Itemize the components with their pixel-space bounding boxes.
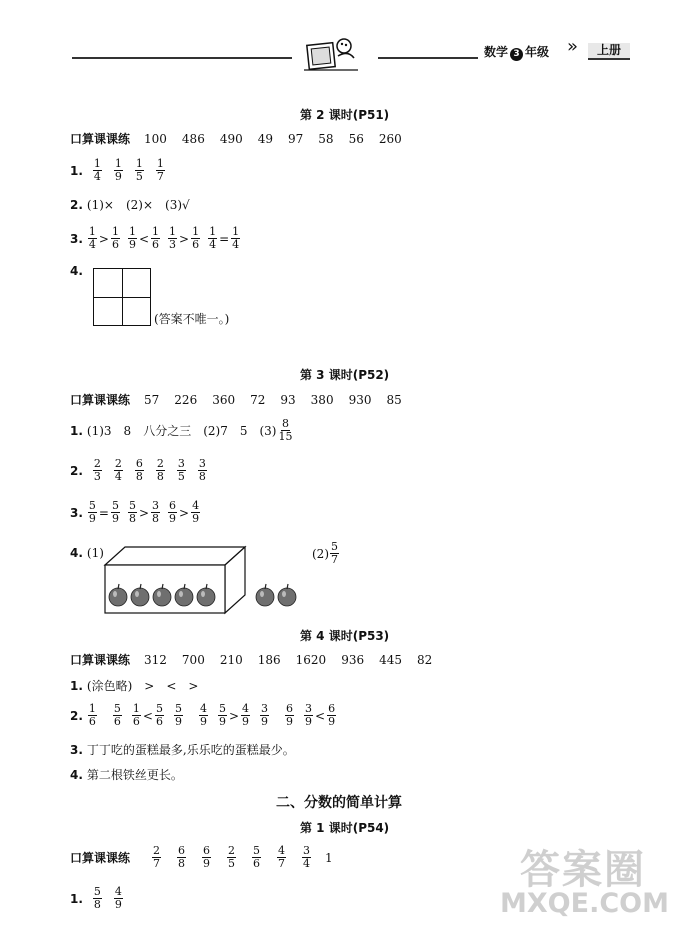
question-number: 2. — [70, 197, 83, 212]
denominator: 9 — [128, 238, 136, 251]
oral-value: 100 — [144, 131, 167, 146]
denominator: 7 — [331, 553, 338, 566]
numerator: 1 — [152, 225, 160, 238]
fraction — [114, 158, 123, 183]
numerator: 5 — [253, 844, 261, 857]
volume-text: 上册 — [596, 43, 621, 57]
fraction — [135, 158, 144, 183]
denominator: 6 — [111, 238, 119, 251]
numerator: 6 — [178, 844, 186, 857]
denominator: 8 — [128, 512, 136, 525]
lesson-2-q3 — [70, 226, 247, 251]
oral-value: 1 — [325, 850, 333, 865]
lesson-3-q3 — [70, 500, 207, 525]
oral-value: 210 — [219, 652, 243, 667]
oral-value: 58 — [318, 131, 334, 146]
part-label: (2) — [312, 546, 329, 561]
fraction — [88, 500, 97, 525]
denominator: 6 — [253, 857, 261, 870]
numerator: 1 — [132, 702, 140, 715]
numerator: 3 — [177, 457, 185, 470]
square-grid-figure — [93, 268, 151, 326]
comparison-item — [303, 703, 337, 728]
fraction — [168, 226, 177, 251]
fraction — [114, 886, 123, 911]
denominator: 4 — [303, 857, 311, 870]
header-rule-right — [378, 57, 478, 59]
comparison-sign: > — [179, 505, 190, 520]
denominator: 9 — [203, 857, 211, 870]
answer-text: 第二根铁丝更长。 — [86, 768, 183, 782]
fraction — [198, 458, 207, 483]
denominator: 6 — [192, 238, 200, 251]
oral-value: 57 — [144, 392, 160, 407]
lesson-3-q4 — [70, 546, 104, 560]
fraction — [111, 500, 120, 525]
denominator: 6 — [88, 715, 96, 728]
lesson-2-q4 — [70, 264, 87, 278]
lesson-2-oral-row — [70, 130, 417, 147]
lesson-3-q4-part2 — [312, 541, 345, 566]
lesson-3-q2 — [70, 458, 213, 483]
numerator: 5 — [128, 499, 136, 512]
oral-value: 97 — [288, 131, 304, 146]
fraction — [231, 226, 240, 251]
fraction — [128, 226, 137, 251]
denominator: 9 — [218, 715, 226, 728]
denominator: 7 — [153, 857, 161, 870]
fraction — [135, 458, 144, 483]
question-number: 4. — [70, 546, 83, 560]
denominator: 5 — [177, 470, 185, 483]
grade-number-badge: 3 — [510, 48, 523, 61]
chapter-2-q1 — [70, 886, 129, 911]
numerator: 5 — [88, 499, 96, 512]
numerator: 2 — [156, 457, 164, 470]
comparison-item — [207, 226, 241, 251]
oral-value: 312 — [144, 652, 167, 667]
fraction — [151, 500, 160, 525]
numerator: 2 — [114, 457, 122, 470]
fraction — [202, 845, 211, 870]
denominator: 9 — [114, 170, 122, 183]
answer-text: (1)3 8 八分之三 (2)7 5 (3) — [86, 424, 277, 438]
denominator: 9 — [261, 715, 269, 728]
comparison-item — [87, 703, 123, 728]
comparison-item — [127, 226, 161, 251]
fraction — [304, 703, 313, 728]
header-rule-left — [72, 57, 292, 59]
oral-value: 930 — [348, 392, 372, 407]
lesson-3-title: 第 3 课时(P52) — [300, 368, 390, 382]
watermark-url: MXQE.COM — [500, 888, 669, 919]
numerator: 4 — [114, 885, 122, 898]
oral-value: 82 — [417, 652, 433, 667]
comparison-sign: = — [219, 231, 230, 246]
oral-value: 700 — [181, 652, 205, 667]
denominator: 8 — [198, 470, 206, 483]
fraction — [285, 703, 294, 728]
fraction — [177, 458, 186, 483]
question-number: 1. — [70, 678, 83, 693]
part-label: (1) — [86, 546, 104, 560]
question-number: 3. — [70, 505, 83, 520]
fraction — [156, 158, 165, 183]
subject-text: 数学 — [484, 45, 509, 59]
lesson-4-q2 — [70, 703, 345, 728]
fraction — [199, 703, 208, 728]
numerator: 3 — [303, 844, 311, 857]
oral-value: 56 — [348, 131, 364, 146]
denominator: 4 — [88, 238, 96, 251]
numerator: 6 — [203, 844, 211, 857]
fraction — [93, 158, 102, 183]
oral-value: 93 — [280, 392, 296, 407]
denominator: 3 — [93, 470, 101, 483]
chapter-2-oral-row — [70, 845, 333, 870]
fraction — [93, 886, 102, 911]
fraction — [174, 703, 183, 728]
numerator: 3 — [198, 457, 206, 470]
oral-value: 360 — [212, 392, 236, 407]
oral-label: 口算课课练 — [70, 851, 131, 865]
lesson-4-q4 — [70, 766, 183, 783]
comparison-item — [131, 703, 165, 728]
numerator: 4 — [199, 702, 207, 715]
question-number: 1. — [70, 163, 83, 178]
numerator: 1 — [128, 225, 136, 238]
denominator: 4 — [232, 238, 240, 251]
denominator: 5 — [228, 857, 236, 870]
comparison-sign: < — [138, 231, 150, 246]
fraction — [191, 500, 200, 525]
lesson-3-oral-row — [70, 391, 417, 408]
lesson-4-oral-row — [70, 651, 447, 668]
numerator: 5 — [93, 885, 101, 898]
numerator: 8 — [281, 417, 289, 430]
lesson-4-q3 — [70, 741, 295, 758]
fraction — [191, 226, 200, 251]
denominator: 9 — [242, 715, 250, 728]
comparison-sign: < — [142, 708, 153, 723]
lesson-4-q1 — [70, 677, 198, 694]
fraction — [152, 845, 161, 870]
fraction — [113, 703, 122, 728]
oral-value: 186 — [257, 652, 281, 667]
numerator: 4 — [278, 844, 286, 857]
comparison-sign: = — [98, 505, 109, 520]
fraction — [252, 845, 261, 870]
numerator: 1 — [111, 225, 119, 238]
question-number: 4. — [70, 767, 83, 782]
fraction — [260, 703, 269, 728]
numerator: 6 — [286, 702, 294, 715]
question-number: 2. — [70, 463, 83, 478]
oral-label: 口算课课练 — [70, 393, 131, 407]
numerator: 2 — [228, 844, 236, 857]
oral-value: 85 — [386, 392, 402, 407]
comparison-sign: > — [228, 708, 240, 723]
fraction — [277, 845, 286, 870]
lesson-3-q1 — [70, 418, 299, 443]
comparison-item — [87, 226, 121, 251]
numerator: 5 — [111, 499, 119, 512]
numerator: 3 — [305, 702, 313, 715]
watermark-logo: 答案圈 — [520, 847, 646, 893]
numerator: 1 — [93, 157, 101, 170]
question-number: 3. — [70, 742, 83, 757]
lesson-4-title: 第 4 课时(P53) — [300, 629, 390, 643]
apple-icon — [256, 584, 274, 606]
lesson-2-q2 — [70, 196, 190, 213]
question-number: 2. — [70, 708, 83, 723]
question-number: 1. — [70, 891, 83, 906]
oral-value: 260 — [378, 131, 402, 146]
numerator: 6 — [135, 457, 143, 470]
answer-text: (涂色略) > < > — [86, 679, 199, 693]
numerator: 6 — [169, 499, 177, 512]
numerator: 4 — [242, 702, 250, 715]
fraction — [132, 703, 141, 728]
denominator: 4 — [93, 170, 101, 183]
answer-note: (答案不唯一。) — [154, 312, 230, 326]
apple-icon — [278, 584, 296, 606]
denominator: 9 — [111, 512, 119, 525]
fraction — [327, 703, 336, 728]
denominator: 7 — [278, 857, 286, 870]
numerator: 1 — [169, 225, 177, 238]
denominator: 8 — [152, 512, 160, 525]
oral-value: 72 — [250, 392, 266, 407]
fraction — [177, 845, 186, 870]
oral-value: 1620 — [295, 652, 327, 667]
numerator: 5 — [174, 702, 182, 715]
numerator: 1 — [88, 225, 96, 238]
fraction — [151, 226, 160, 251]
comparison-sign: > — [138, 505, 150, 520]
denominator: 9 — [328, 715, 336, 728]
denominator: 8 — [93, 898, 101, 911]
answer-text: 丁丁吃的蛋糕最多,乐乐吃的蛋糕最少。 — [86, 743, 295, 757]
comparison-item — [217, 703, 251, 728]
oral-value: 380 — [310, 392, 334, 407]
fraction — [218, 703, 227, 728]
fraction — [156, 458, 165, 483]
numerator: 1 — [135, 157, 143, 170]
denominator: 8 — [135, 470, 143, 483]
fraction — [111, 226, 120, 251]
oral-label: 口算课课练 — [70, 132, 131, 146]
denominator: 8 — [178, 857, 186, 870]
denominator: 9 — [88, 512, 96, 525]
comparison-item — [87, 500, 121, 525]
denominator: 6 — [152, 238, 160, 251]
denominator: 15 — [278, 430, 293, 443]
denominator: 9 — [169, 512, 177, 525]
fraction — [241, 703, 250, 728]
comparison-sign: > — [98, 231, 109, 246]
numerator: 1 — [88, 702, 96, 715]
fraction — [277, 418, 293, 443]
oral-value: 936 — [341, 652, 365, 667]
numerator: 5 — [155, 702, 163, 715]
question-number: 3. — [70, 231, 83, 246]
numerator: 1 — [232, 225, 240, 238]
question-number: 4. — [70, 264, 83, 278]
numerator: 1 — [192, 225, 200, 238]
fraction — [88, 703, 97, 728]
question-number: 1. — [70, 423, 83, 438]
denominator: 5 — [135, 170, 143, 183]
denominator: 9 — [114, 898, 122, 911]
numerator: 5 — [331, 540, 338, 553]
oral-value: 486 — [181, 131, 205, 146]
lesson-2-q1 — [70, 158, 171, 183]
comparison-item — [127, 500, 161, 525]
denominator: 9 — [305, 715, 313, 728]
fraction — [88, 226, 97, 251]
numerator: 4 — [192, 499, 200, 512]
oral-value: 490 — [219, 131, 243, 146]
denominator: 7 — [156, 170, 164, 183]
volume-tab — [588, 43, 630, 60]
denominator: 3 — [169, 238, 177, 251]
lesson-2-title: 第 2 课时(P51) — [300, 108, 390, 122]
denominator: 6 — [155, 715, 163, 728]
box-with-apples-figure — [100, 545, 305, 615]
denominator: 4 — [114, 470, 122, 483]
header-subject — [484, 43, 549, 61]
fraction — [114, 458, 123, 483]
fraction — [330, 541, 339, 566]
numerator: 6 — [328, 702, 336, 715]
comparison-sign: < — [315, 708, 326, 723]
denominator: 8 — [156, 470, 164, 483]
oral-value: 226 — [174, 392, 198, 407]
grade-suffix-text: 年级 — [525, 45, 550, 59]
comparison-item — [259, 703, 295, 728]
denominator: 4 — [209, 238, 217, 251]
book-logo-icon — [300, 34, 362, 76]
numerator: 2 — [153, 844, 161, 857]
comparison-sign: > — [179, 231, 190, 246]
numerator: 5 — [113, 702, 121, 715]
fraction — [168, 500, 177, 525]
oral-value: 49 — [257, 131, 274, 146]
oral-label: 口算课课练 — [70, 653, 131, 667]
fraction — [93, 458, 102, 483]
lesson-1-title: 第 1 课时(P54) — [300, 821, 390, 835]
numerator: 5 — [218, 702, 226, 715]
denominator: 6 — [113, 715, 121, 728]
chapter-title: 二、分数的简单计算 — [276, 795, 402, 811]
denominator: 9 — [192, 512, 200, 525]
comparison-item — [173, 703, 209, 728]
denominator: 9 — [286, 715, 294, 728]
double-chevron-icon: » — [567, 36, 579, 57]
comparison-item — [167, 226, 201, 251]
fraction — [227, 845, 236, 870]
numerator: 2 — [93, 457, 101, 470]
fraction — [128, 500, 137, 525]
numerator: 1 — [114, 157, 122, 170]
numerator: 3 — [152, 499, 160, 512]
fraction — [208, 226, 217, 251]
comparison-item — [167, 500, 201, 525]
fraction — [302, 845, 311, 870]
numerator: 3 — [261, 702, 269, 715]
fraction — [155, 703, 164, 728]
numerator: 1 — [209, 225, 217, 238]
answer-text: (1)× (2)× (3)√ — [86, 198, 190, 212]
denominator: 6 — [132, 715, 140, 728]
denominator: 9 — [199, 715, 207, 728]
denominator: 9 — [174, 715, 182, 728]
numerator: 1 — [156, 157, 164, 170]
oral-value: 445 — [379, 652, 402, 667]
